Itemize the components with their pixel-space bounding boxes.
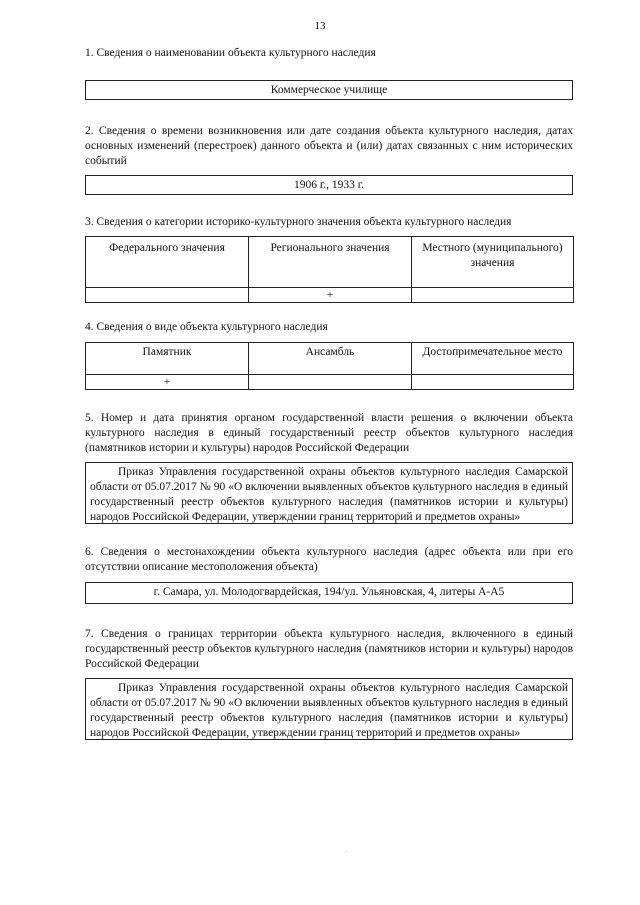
category-federal-header: Федерального значения xyxy=(86,237,249,288)
category-federal-mark xyxy=(86,288,249,303)
category-regional-mark: + xyxy=(249,288,412,303)
territory-boundaries-decision: Приказ Управления государственной охраны объектов культурного наследия Самарской области от 05.07.2017 № 90 «О включении выявленных объектов культурного наследия в единый государственный реестр объектов культурного наследия (памятников истории и культуры) народов Российской Федерации, утверждении границ территорий и предметов охраны» xyxy=(90,682,568,739)
section-6-value-box xyxy=(85,582,573,604)
category-local-header: Местного (муниципального) значения xyxy=(412,237,574,288)
kind-landmark-header: Достопримечательное место xyxy=(412,343,574,375)
table-row xyxy=(86,375,574,390)
object-name: Коммерческое училище xyxy=(270,84,388,96)
scan-dot: · xyxy=(345,848,348,856)
kind-ensemble-mark xyxy=(249,375,412,390)
section-1-heading: 1. Сведения о наименовании объекта культурного наследия xyxy=(85,47,376,59)
creation-dates: 1906 г., 1933 г. xyxy=(293,179,365,191)
table-header-row xyxy=(86,237,574,288)
registry-decision: Приказ Управления государственной охраны объектов культурного наследия Самарской области от 05.07.2017 № 90 «О включении выявленных объектов культурного наследия в единый государственный реестр объектов культурного наследия (памятников истории и культуры) народов Российской Федерации, утверждении границ территорий и предметов охраны» xyxy=(90,466,568,523)
category-regional-header: Регионального значения xyxy=(249,237,412,288)
table-row xyxy=(86,288,574,303)
section-7-value-box xyxy=(85,678,573,740)
object-address: г. Самара, ул. Молодогвардейская, 194/ул. Ульяновская, 4, литеры А-А5 xyxy=(153,586,505,598)
kind-monument-mark: + xyxy=(86,375,249,390)
category-table xyxy=(85,236,574,303)
table-header-row xyxy=(86,343,574,375)
kind-table xyxy=(85,342,574,390)
section-5-value-box xyxy=(85,462,573,524)
category-local-mark xyxy=(412,288,574,303)
section-4-heading: 4. Сведения о виде объекта культурного наследия xyxy=(85,321,328,333)
kind-monument-header: Памятник xyxy=(86,343,249,375)
section-6-heading: 6. Сведения о местонахождении объекта культурного наследия (адрес объекта или при его отсутствии описание местоположения объекта) xyxy=(85,546,573,573)
section-1-value-box xyxy=(85,80,573,100)
section-7-heading: 7. Сведения о границах территории объекта культурного наследия, включенного в единый государственный реестр объектов культурного наследия (памятников истории и культуры) народов Российской Федерации xyxy=(85,628,573,670)
section-5-heading: 5. Номер и дата принятия органом государственной власти решения о включении объекта культурного наследия в единый государственный реестр объектов культурного наследия (памятников истории и культуры) народов Российской Федерации xyxy=(85,412,573,454)
kind-ensemble-header: Ансамбль xyxy=(249,343,412,375)
section-2-value-box xyxy=(85,175,573,195)
section-3-heading: 3. Сведения о категории историко-культурного значения объекта культурного наследия xyxy=(85,216,512,228)
kind-landmark-mark xyxy=(412,375,574,390)
section-2-heading: 2. Сведения о времени возникновения или дате создания объекта культурного наследия, датах основных изменений (перестроек) данного объекта и (или) датах связанных с ним исторических событий xyxy=(85,125,573,167)
page-number: 13 xyxy=(314,20,326,32)
